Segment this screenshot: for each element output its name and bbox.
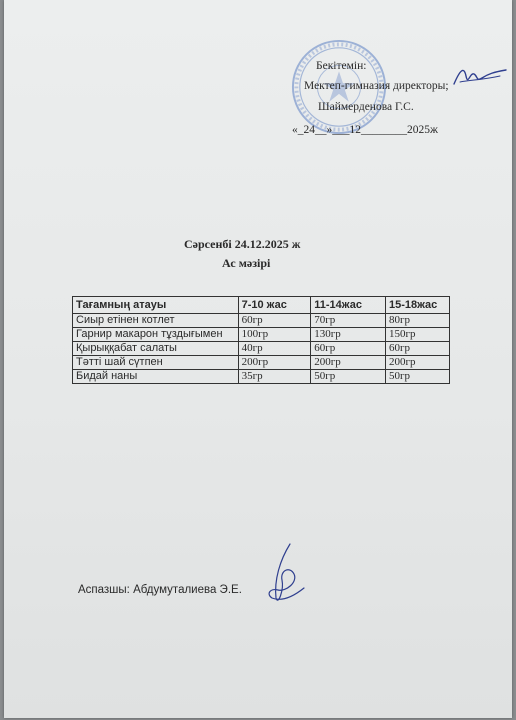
portion-11-14: 70гр (311, 314, 386, 328)
portion-15-18: 50гр (385, 370, 449, 384)
table-header-row (73, 297, 450, 314)
portion-7-10: 100гр (238, 328, 311, 342)
portion-15-18: 80гр (385, 314, 449, 328)
table-row (73, 342, 450, 356)
day-title: Сәрсенбі 24.12.2025 ж (184, 237, 301, 251)
portion-11-14: 130гр (311, 328, 386, 342)
portion-15-18: 150гр (385, 328, 449, 342)
dish-name: Тәтті шай сүтпен (73, 356, 239, 370)
table-row (73, 314, 450, 328)
director-signature (450, 62, 510, 92)
table-row (73, 356, 450, 370)
approval-date: «_24__»___12________2025ж (292, 124, 438, 136)
approval-name: Шаймерденова Г.С. (318, 101, 414, 113)
portion-11-14: 60гр (311, 342, 386, 356)
portion-11-14: 50гр (311, 370, 386, 384)
dish-name: Қырыққабат салаты (73, 342, 239, 356)
approval-role: Мектеп-гимназия директоры; (304, 80, 449, 92)
menu-title: Ас мәзірі (222, 256, 271, 270)
portion-7-10: 60гр (238, 314, 311, 328)
portion-15-18: 200гр (385, 356, 449, 370)
portion-15-18: 60гр (385, 342, 449, 356)
portion-7-10: 40гр (238, 342, 311, 356)
header-age-7-10: 7-10 жас (238, 297, 311, 314)
dish-name: Гарнир макарон тұздығымен (73, 328, 239, 342)
document-page (4, 0, 512, 718)
header-age-15-18: 15-18жас (385, 297, 449, 314)
menu-table (72, 296, 450, 384)
portion-7-10: 200гр (238, 356, 311, 370)
table-row (73, 370, 450, 384)
approval-title: Бекітемін: (316, 60, 367, 72)
dish-name: Бидай наны (73, 370, 239, 384)
cook-signature (260, 540, 310, 610)
portion-7-10: 35гр (238, 370, 311, 384)
table-row (73, 328, 450, 342)
dish-name: Сиыр етінен котлет (73, 314, 239, 328)
cook-label: Аспазшы: Абдумуталиева Э.Е. (78, 584, 242, 596)
portion-11-14: 200гр (311, 356, 386, 370)
header-dish: Тағамның атауы (73, 297, 239, 314)
header-age-11-14: 11-14жас (311, 297, 386, 314)
